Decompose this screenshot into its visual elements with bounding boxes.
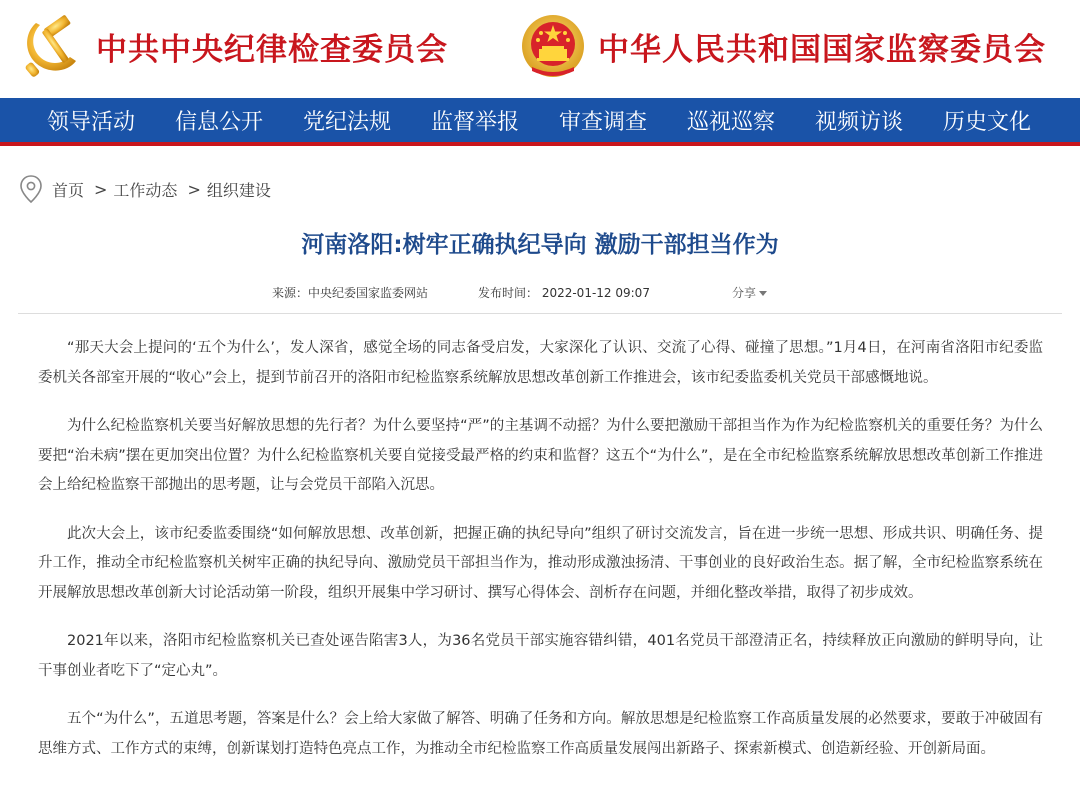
brand-left[interactable]	[18, 6, 448, 86]
article-publish-time: 发布时间： 2022-01-12 09:07	[478, 286, 650, 300]
national-emblem-icon	[520, 13, 586, 79]
chevron-down-icon	[759, 291, 767, 296]
brand-left-title: 中共中央纪律检查委员会	[96, 31, 448, 68]
article-paragraph: 五个“为什么”，五道思考题，答案是什么？会上给大家做了解答、明确了任务和方向。解放思想是纪检监察工作高质量发展的必然要求，要敢于冲破固有思维方式、工作方式的束缚，创新谋划打造特色亮点工作，为推动全市纪检监察工作高质量发展闯出新路子、探索新模式、创造新经验、开创新局面。	[38, 711, 1043, 757]
breadcrumb-separator: >	[187, 179, 201, 199]
article-source: 来源：中央纪委国家监委网站	[272, 286, 429, 300]
nav-item-inspection[interactable]: 巡视巡察	[686, 109, 775, 135]
nav-item-investigation[interactable]: 审查调查	[558, 109, 647, 135]
article-body	[38, 334, 1043, 783]
article-paragraph: 为什么纪检监察机关要当好解放思想的先行者？为什么要坚持“严”的主基调不动摇？为什么要把激励干部担当作为作为纪检监察机关的重要任务？为什么要把“治未病”摆在更加突出位置？为什么纪检监察机关要自觉接受最严格的约束和监督？这五个“为什么”，是在全市纪检监察系统解放思想改革创新工作推进会上给纪检监察干部抛出的思考题，让与会党员干部陷入沉思。	[38, 418, 1043, 493]
nav-item-history[interactable]: 历史文化	[942, 109, 1031, 135]
nav-item-regulations[interactable]: 党纪法规	[302, 109, 391, 135]
breadcrumb	[18, 172, 271, 206]
nav-item-leadership[interactable]: 领导活动	[46, 109, 135, 135]
location-pin-icon	[18, 174, 44, 204]
article-paragraph: 此次大会上，该市纪委监委围绕“如何解放思想、改革创新，把握正确的执纪导向”组织了研讨交流发言，旨在进一步统一思想、形成共识、明确任务、提升工作，推动全市纪检监察机关树牢正确的执纪导向、激励党员干部担当作为，推动形成激浊扬清、干事创业的良好政治生态。据了解，全市纪检监察系统在开展解放思想改革创新大讨论活动第一阶段，组织开展集中学习研讨、撰写心得体会、剖析存在问题，并细化整改举措，取得了初步成效。	[38, 525, 1043, 601]
share-button[interactable]	[732, 284, 767, 301]
main-nav	[0, 98, 1080, 146]
site-header	[0, 0, 1080, 98]
breadcrumb-separator: >	[94, 179, 108, 199]
nav-item-info-disclosure[interactable]: 信息公开	[174, 109, 263, 135]
article-title: 河南洛阳:树牢正确执纪导向 激励干部担当作为	[301, 232, 779, 258]
brand-right-title: 中华人民共和国国家监察委员会	[598, 31, 1046, 68]
breadcrumb-home[interactable]: 首页	[52, 180, 85, 200]
meta-divider	[18, 313, 1062, 314]
nav-item-report[interactable]: 监督举报	[430, 109, 519, 135]
breadcrumb-org-building[interactable]: 组织建设	[206, 180, 271, 200]
brand-right[interactable]	[520, 6, 1046, 86]
article-paragraph: 2021年以来，洛阳市纪检监察机关已查处诬告陷害3人，为36名党员干部实施容错纠错，401名党员干部澄清正名，持续释放正向激励的鲜明导向，让干事创业者吃下了“定心丸”。	[38, 633, 1043, 679]
share-label: 分享	[732, 286, 757, 300]
nav-item-video[interactable]: 视频访谈	[814, 109, 903, 135]
article-paragraph: “那天大会上提问的‘五个为什么’，发人深省，感觉全场的同志备受启发，大家深化了认识、交流了心得、碰撞了思想。”1月4日，在河南省洛阳市纪委监委机关各部室开展的“收心”会上，提到节前召开的洛阳市纪检监察系统解放思想改革创新工作推进会，该市纪委监委机关党员干部感慨地说。	[38, 340, 1043, 386]
breadcrumb-work-news[interactable]: 工作动态	[113, 180, 178, 200]
party-emblem-icon	[18, 13, 84, 79]
